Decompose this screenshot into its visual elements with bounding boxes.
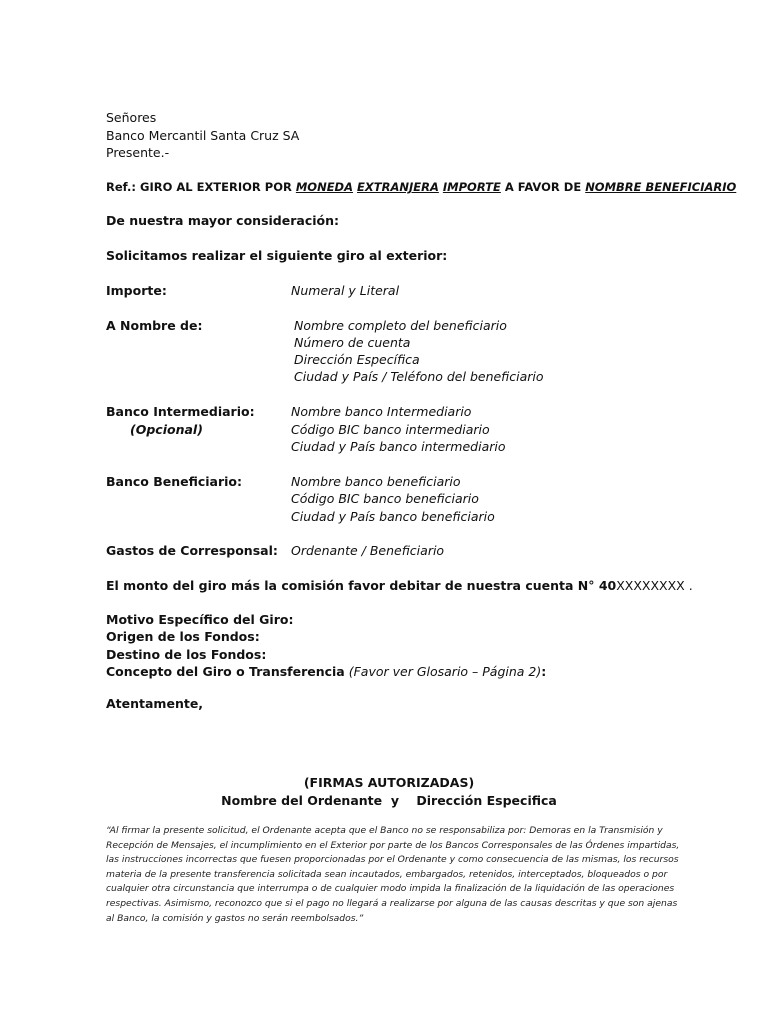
beneficiario-value-3: Ciudad y País banco beneficiario (291, 509, 495, 524)
closing: Atentamente, (106, 696, 204, 711)
bank-name: Banco Mercantil Santa Cruz SA (106, 128, 300, 143)
debit-text: El monto del giro más la comisión favor debitar de nuestra cuenta N° 40 (106, 578, 617, 593)
importe-label: Importe: (106, 283, 167, 298)
destino-line: Destino de los Fondos: (106, 647, 267, 662)
nombre-value-4: Ciudad y País / Teléfono del beneficiario (294, 369, 544, 384)
nombre-ordenante-direccion: Nombre del Ordenante y Dirección Especifica (221, 793, 557, 808)
disclaimer-line: materia de la presente transferencia solicitada sean incautados, embargados, retenidos, interceptados, bloqueados o por (106, 868, 668, 880)
disclaimer-line: respectivas. Asimismo, reconozco que si el pago no llegará a realizarse por alguna de las causas descritas y que son ajenas (106, 897, 678, 909)
presente: Presente.- (106, 145, 170, 160)
concepto-colon: : (541, 664, 547, 679)
disclaimer-line: las instrucciones incorrectas que fuesen proporcionadas por el Ordenante y como consecuencia de las mismas, los recursos (106, 854, 679, 866)
gastos-label: Gastos de Corresponsal: (106, 543, 278, 558)
origen-line: Origen de los Fondos: (106, 629, 260, 644)
beneficiario-value-2: Código BIC banco beneficiario (291, 491, 479, 506)
intermediario-value-2: Código BIC banco intermediario (291, 422, 490, 437)
motivo-line: Motivo Específico del Giro: (106, 612, 294, 627)
disclaimer-line: al Banco, la comisión y gastos no serán reembolsados.” (106, 912, 364, 924)
ref-extranjera: EXTRANJERA (357, 180, 439, 194)
beneficiario-label: Banco Beneficiario: (106, 474, 243, 489)
beneficiario-value-1: Nombre banco beneficiario (291, 474, 461, 489)
disclaimer-line: Recepción de Mensajes, el incumplimiento en el Exterior por parte de los Bancos Corresponsales de las Órdenes impartidas, (106, 839, 680, 851)
nombre-value-1: Nombre completo del beneficiario (294, 318, 507, 333)
intermediario-optional: (Opcional) (130, 422, 203, 437)
ref-importe: IMPORTE (442, 180, 501, 194)
disclaimer-line: cualquier otra circunstancia que interrumpa o de cualquier modo impida la finalización de la liquidación de las operaciones (106, 883, 675, 895)
concepto-line (106, 663, 546, 680)
importe-value: Numeral y Literal (291, 283, 400, 298)
intermediario-label: Banco Intermediario: (106, 404, 255, 419)
greeting: De nuestra mayor consideración: (106, 213, 340, 228)
ref-prefix: Ref.: GIRO AL EXTERIOR POR (106, 180, 292, 194)
intermediario-value-1: Nombre banco Intermediario (291, 404, 472, 419)
disclaimer-paragraph (106, 824, 680, 926)
gastos-value: Ordenante / Beneficiario (291, 543, 445, 558)
intermediario-value-3: Ciudad y País banco intermediario (291, 439, 506, 454)
reference-line (106, 179, 736, 196)
nombre-value-3: Dirección Específica (294, 352, 420, 367)
nombre-value-2: Número de cuenta (294, 335, 411, 350)
ref-moneda: MONEDA (295, 180, 354, 194)
nombre-label: A Nombre de: (106, 318, 203, 333)
ref-a-favor: A FAVOR DE (504, 180, 582, 194)
firmas-autorizadas: (FIRMAS AUTORIZADAS) (303, 775, 475, 790)
debit-line (106, 577, 693, 594)
salutation: Señores (106, 110, 157, 125)
debit-account: XXXXXXXX . (616, 578, 693, 593)
disclaimer-line: “Al firmar la presente solicitud, el Ordenante acepta que el Banco no se responsabiliza por: Demoras en la Transmisión y (106, 825, 663, 836)
request-line: Solicitamos realizar el siguiente giro al exterior: (106, 248, 448, 263)
ref-nombre-beneficiario: NOMBRE BENEFICIARIO (585, 180, 737, 194)
concepto-glosario: (Favor ver Glosario – Página 2) (348, 664, 542, 679)
concepto-label: Concepto del Giro o Transferencia (106, 664, 345, 679)
